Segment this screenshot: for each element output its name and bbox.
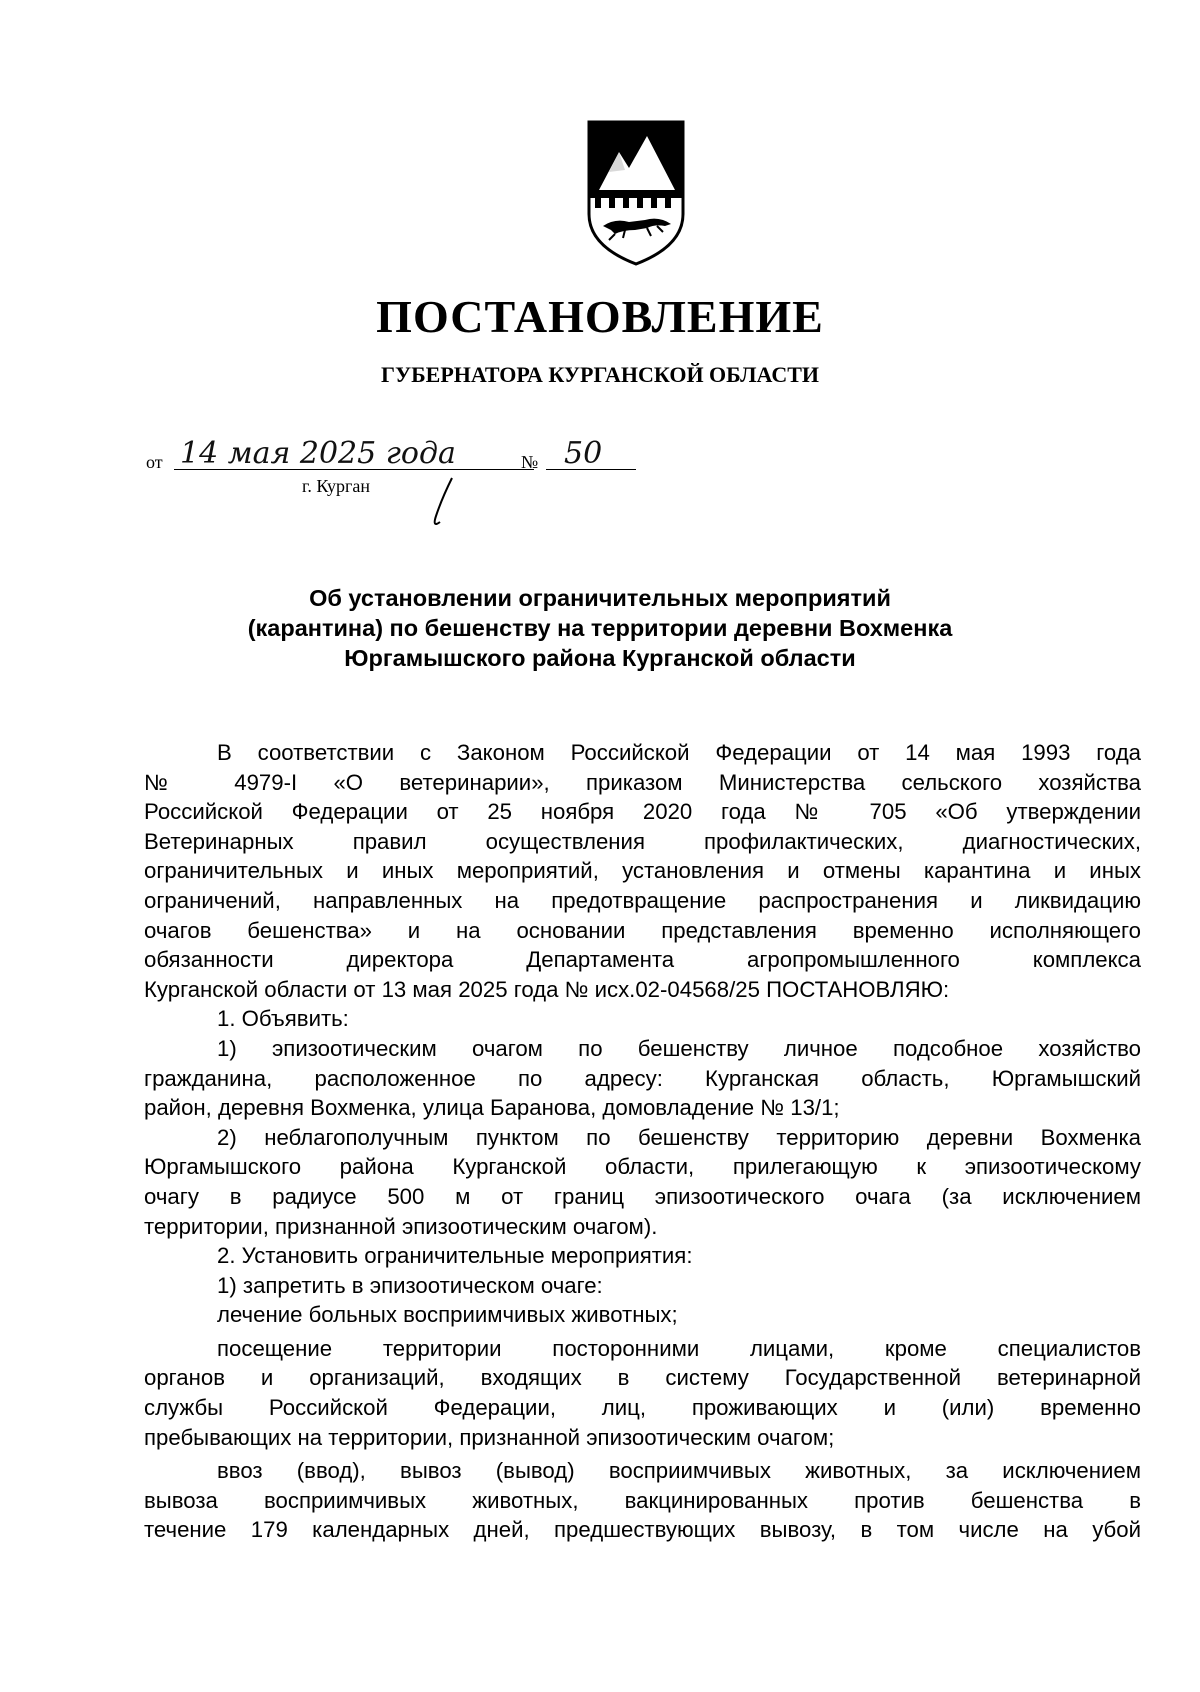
date-number-row (146, 436, 666, 480)
body-line: 1) запретить в эпизоотическом очаге: (217, 1272, 603, 1298)
title-line: Юргамышского района Курганской области (344, 645, 856, 671)
number-value: 50 (564, 436, 603, 471)
body-line: лечение больных восприимчивых животных; (217, 1302, 678, 1328)
handwritten-stroke-icon (428, 476, 456, 530)
body-line: 1. Объявить: (217, 1006, 349, 1032)
body-line: посещение территории посторонними лицами, кроме специалистов (217, 1335, 1141, 1361)
number-label: № (521, 452, 539, 472)
body-line: органов и организаций, входящих в систему Государственной ветеринарной (144, 1365, 1141, 1391)
date-value: 14 мая 2025 года (180, 436, 456, 471)
body-line: ввоз (ввод), вывоз (вывод) восприимчивых животных, за исключением (217, 1458, 1141, 1484)
body-line: службы Российской Федерации, лиц, проживающих и (или) временно (144, 1395, 1141, 1421)
body-line: № 4979-I «О ветеринарии», приказом Министерства сельского хозяйства (144, 769, 1141, 795)
body-line: Ветеринарных правил осуществления профилактических, диагностических, (144, 828, 1141, 854)
body-line: В соответствии с Законом Российской Федерации от 14 мая 1993 года (217, 740, 1141, 765)
document-body (144, 738, 1141, 1545)
coat-of-arms-icon (585, 118, 687, 268)
body-line: ограничений, направленных на предотвращение распространения и ликвидацию (144, 887, 1141, 913)
title-line: Об установлении ограничительных мероприятий (309, 585, 891, 611)
body-line: ограничительных и иных мероприятий, установления и отмены карантина и иных (144, 858, 1141, 884)
document-type-heading: ПОСТАНОВЛЕНИЕ (376, 291, 824, 342)
body-line: 1) эпизоотическим очагом по бешенству личное подсобное хозяйство (217, 1035, 1141, 1061)
body-line: обязанности директора Департамента агропромышленного комплекса (144, 947, 1141, 973)
body-line: Курганской области от 13 мая 2025 года № исх.02-04568/25 ПОСТАНОВЛЯЮ: (144, 976, 950, 1002)
body-line: Юргамышского района Курганской области, прилегающую к эпизоотическому (144, 1154, 1141, 1180)
city-label: г. Курган (302, 476, 371, 496)
body-line: пребывающих на территории, признанной эпизоотическим очагом; (144, 1424, 835, 1450)
issuer-heading: ГУБЕРНАТОРА КУРГАНСКОЙ ОБЛАСТИ (380, 362, 820, 387)
body-line: Российской Федерации от 25 ноября 2020 года № 705 «Об утверждении (144, 799, 1141, 825)
body-line: гражданина, расположенное по адресу: Курганская область, Юргамышский (144, 1065, 1141, 1091)
body-line: 2) неблагополучным пунктом по бешенству территорию деревни Вохменка (217, 1124, 1141, 1150)
body-line: течение 179 календарных дней, предшествующих вывозу, в том числе на убой (144, 1517, 1141, 1543)
body-line: вывоза восприимчивых животных, вакцинированных против бешенства в (144, 1487, 1141, 1513)
body-line: район, деревня Вохменка, улица Баранова, домовладение № 13/1; (144, 1095, 840, 1121)
body-line: очагов бешенства» и на основании представления временно исполняющего (144, 917, 1141, 943)
body-line: очагу в радиусе 500 м от границ эпизоотического очага (за исключением (144, 1183, 1141, 1209)
date-prefix-label: от (146, 452, 163, 472)
body-line: 2. Установить ограничительные мероприятия: (217, 1243, 693, 1269)
body-line: территории, признанной эпизоотическим очагом). (144, 1213, 658, 1239)
document-title (150, 583, 1050, 673)
title-line: (карантина) по бешенству на территории деревни Вохменка (247, 615, 953, 641)
